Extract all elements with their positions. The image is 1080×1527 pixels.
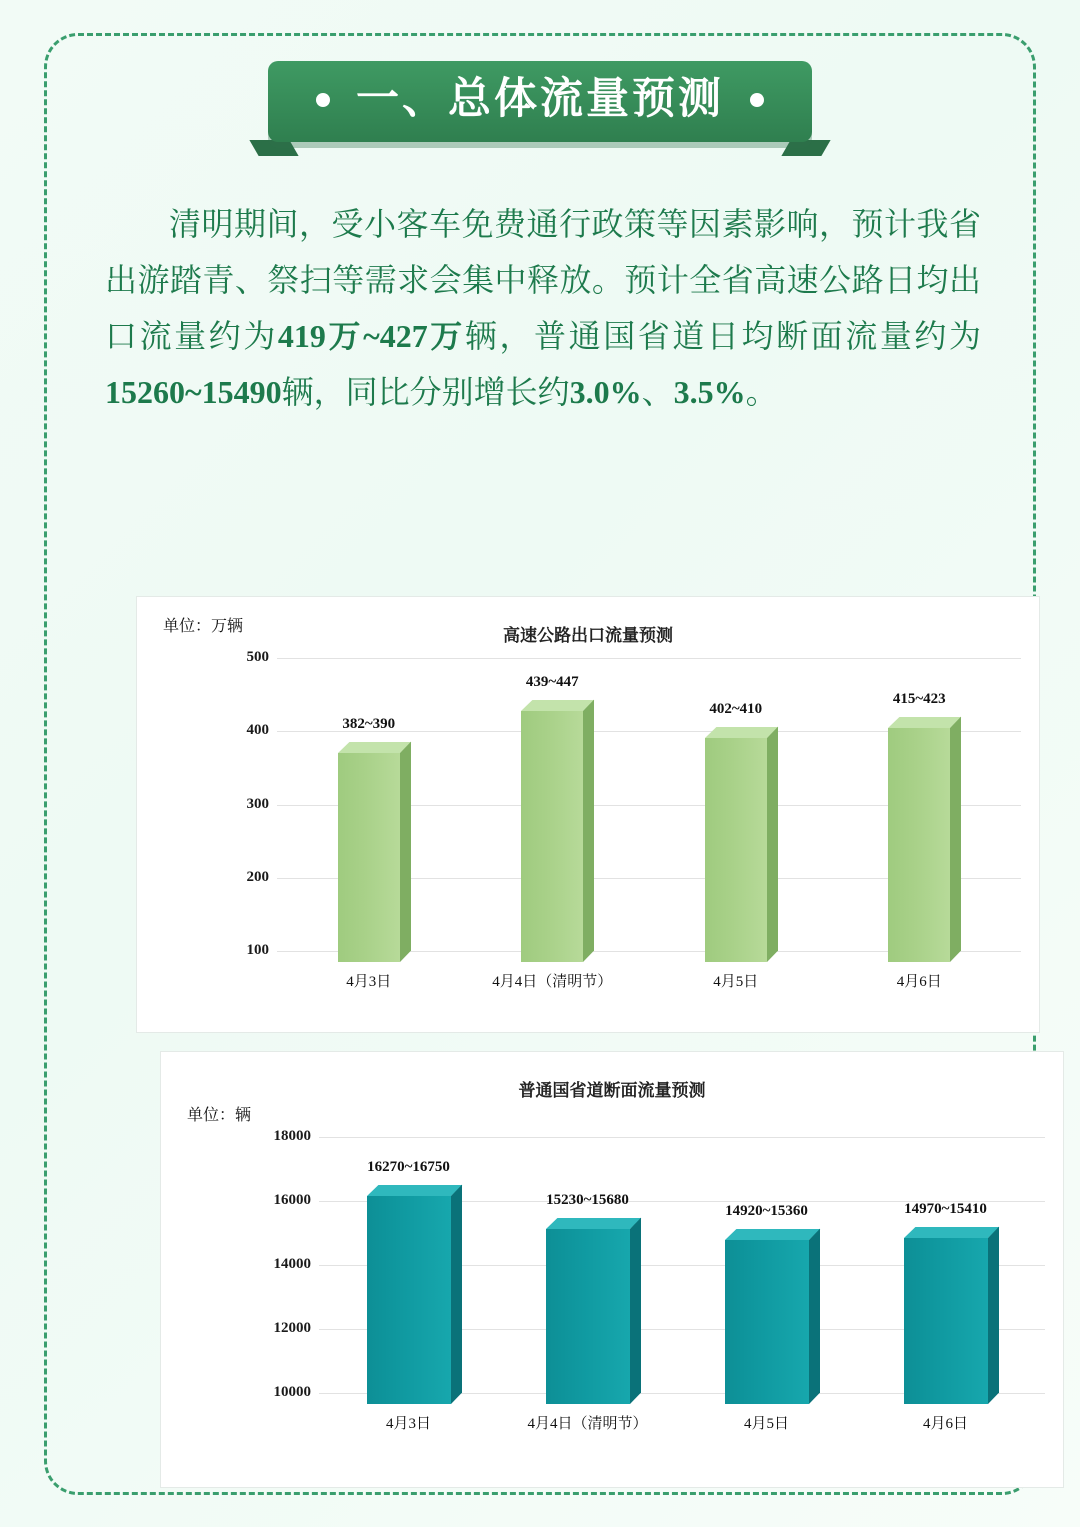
bar-value-label: 415~423	[892, 691, 946, 708]
bar	[705, 738, 767, 962]
bar-value-label: 14970~15410	[904, 1200, 987, 1217]
bar-side-face	[767, 726, 778, 962]
bar-top-face	[725, 1229, 820, 1240]
y-axis-tick-label: 200	[246, 868, 269, 885]
x-axis-tick-label: 4月4日（清明节）	[527, 1416, 648, 1432]
bar-front-face	[338, 753, 400, 962]
bar-front-face	[367, 1196, 451, 1404]
paragraph-bold-2: 15260~15490	[105, 374, 282, 410]
chart1-plot-area	[137, 597, 1039, 1032]
x-axis-tick-label: 4月5日	[743, 1416, 789, 1432]
chart2-unit-label: 单位：辆	[187, 1107, 252, 1124]
chart2-title: 普通国省道断面流量预测	[518, 1081, 706, 1100]
bar-value-label: 382~390	[342, 715, 396, 732]
bar-side-face	[809, 1228, 820, 1404]
bar	[725, 1240, 809, 1404]
paragraph-part-1: 清明期间，受小客车免费通行政策等因素影响，预计我省出游踏青、祭扫等需求会集中释放。预计全省高速公路日均出口流量约为	[105, 206, 981, 354]
x-axis-tick-label: 4月6日	[922, 1416, 968, 1432]
bar-side-face	[988, 1227, 999, 1404]
y-axis-tick-label: 400	[246, 722, 269, 739]
poster-frame	[44, 33, 1036, 1495]
chart2-plot-area	[161, 1052, 1063, 1487]
bar-value-label: 439~447	[525, 673, 579, 690]
paragraph-part-4: 、	[641, 374, 674, 410]
banner-box	[268, 61, 812, 142]
bar	[888, 728, 950, 962]
y-axis-tick-label: 12000	[273, 1320, 311, 1336]
bar-side-face	[451, 1184, 462, 1404]
bar	[338, 753, 400, 962]
chart1-unit-label: 单位：万辆	[163, 618, 244, 635]
bar-front-face	[705, 738, 767, 962]
bar-value-label: 16270~16750	[367, 1158, 450, 1175]
bullet-dot-left-icon	[316, 93, 330, 107]
x-axis-tick-label: 4月3日	[346, 974, 392, 990]
x-axis-tick-label: 4月4日（清明节）	[492, 974, 613, 990]
gridline	[277, 658, 1021, 659]
bar-front-face	[725, 1240, 809, 1404]
bar	[367, 1196, 451, 1404]
y-axis-tick-label: 300	[246, 795, 269, 812]
intro-paragraph	[105, 196, 981, 420]
national-provincial-road-flow-chart	[160, 1051, 1064, 1488]
section-title: 一、总体流量预测	[356, 75, 724, 123]
bar-top-face	[904, 1227, 999, 1238]
bar-front-face	[521, 711, 583, 962]
y-axis-tick-label: 16000	[273, 1192, 311, 1208]
bullet-dot-right-icon	[750, 93, 764, 107]
bar-side-face	[630, 1218, 641, 1404]
y-axis-tick-label: 500	[246, 649, 269, 665]
bar-top-face	[367, 1185, 462, 1196]
paragraph-bold-4: 3.5%	[673, 374, 746, 410]
paragraph-bold-3: 3.0%	[569, 374, 642, 410]
bar	[904, 1238, 988, 1404]
paragraph-part-5: 。	[745, 374, 778, 410]
bar-value-label: 402~410	[709, 700, 763, 717]
x-axis-tick-label: 4月5日	[713, 974, 759, 990]
bar	[521, 711, 583, 962]
banner-ribbon-left	[249, 140, 298, 156]
y-axis-tick-label: 14000	[273, 1256, 311, 1272]
y-axis-tick-label: 18000	[273, 1128, 311, 1144]
y-axis-tick-label: 100	[246, 942, 269, 958]
section-banner	[47, 61, 1033, 142]
paragraph-part-2: 辆，普通国省道日均断面流量约为	[464, 318, 981, 354]
bar	[546, 1229, 630, 1404]
bar-side-face	[583, 699, 594, 962]
bar-front-face	[904, 1238, 988, 1404]
gridline	[319, 1137, 1045, 1138]
bar-side-face	[950, 717, 961, 962]
highway-exit-flow-chart	[136, 596, 1040, 1033]
paragraph-part-3: 辆，同比分别增长约	[281, 374, 570, 410]
banner-ribbon-right	[781, 140, 830, 156]
bar-front-face	[546, 1229, 630, 1404]
y-axis-tick-label: 10000	[273, 1384, 311, 1400]
x-axis-tick-label: 4月3日	[385, 1416, 431, 1432]
bar-front-face	[888, 728, 950, 962]
x-axis-tick-label: 4月6日	[896, 974, 942, 990]
bar-side-face	[400, 741, 411, 962]
bar-top-face	[546, 1218, 641, 1229]
bar-value-label: 14920~15360	[725, 1202, 808, 1219]
paragraph-bold-1: 419万~427万	[277, 318, 465, 354]
bar-value-label: 15230~15680	[546, 1192, 629, 1209]
chart1-title: 高速公路出口流量预测	[503, 626, 673, 645]
